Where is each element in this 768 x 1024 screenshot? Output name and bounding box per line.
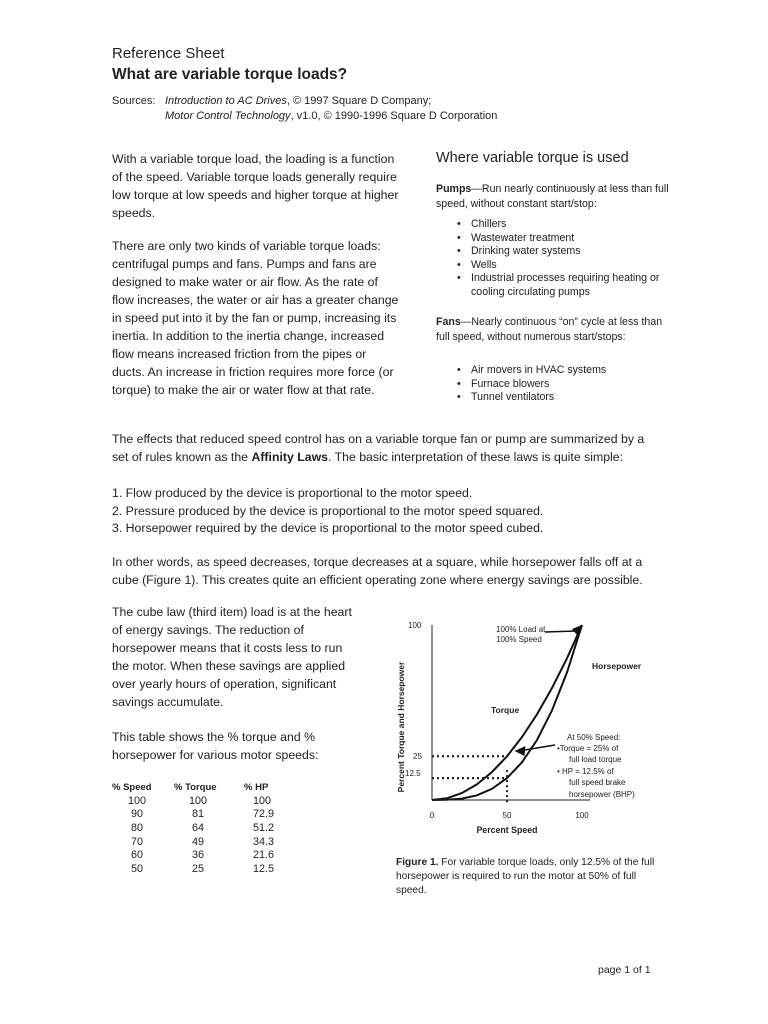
table-cell: 70 — [131, 835, 144, 848]
list-item: • Industrial processes requiring heating or cooling circulating pumps — [457, 272, 687, 299]
list-item: • Tunnel ventilators — [457, 391, 687, 405]
half-speed-arrowhead — [515, 746, 526, 756]
fans-paragraph — [436, 315, 666, 344]
table-cell: 34.3 — [253, 835, 275, 848]
intro-paragraph: With a variable torque load, the loading is a function of the speed. Variable torque loads generally require low torque at low speeds and higher torque at higher speeds. — [112, 152, 399, 220]
affinity-intro: The effects that reduced speed control has on a variable torque fan or pump are summarized by a set of rules known as the — [112, 432, 645, 464]
y-tick-25: 25 — [413, 752, 422, 761]
fans-text: —Nearly continuous “on” cycle at less than full speed, without numerous start/stops: — [436, 316, 663, 343]
fans-label: Fans — [436, 316, 461, 328]
table-cell: 90 — [131, 808, 144, 821]
pumps-text: —Run nearly continuously at less than full speed, without constant start/stop: — [436, 183, 669, 210]
kinds-paragraph: There are only two kinds of variable torque loads: centrifugal pumps and fans. Pumps and fans are designed to make water or air flow. As the rate of flow increases, the water or air has a greater change in speed put into it by the fan or pump, increasing its inertia. In addition to the inertia change, increased flow means increased friction from the pipes or ducts. An increase in friction requires more force (or torque) to make the air or water flow at that rate. — [112, 239, 399, 397]
list-item: • Furnace blowers — [457, 378, 687, 392]
list-item: • Wastewater treatment — [457, 232, 687, 246]
table-cell: 21.6 — [253, 849, 275, 862]
pumps-label: Pumps — [436, 183, 472, 195]
table-cell: 12.5 — [253, 862, 275, 875]
header-hp: % HP — [244, 781, 269, 793]
x-tick-100: 100 — [575, 811, 589, 820]
full-load-annotation-1: 100% Load at — [496, 625, 546, 634]
law-item: 2. Pressure produced by the device is proportional to the motor speed squared. — [112, 503, 544, 518]
fans-list — [457, 364, 687, 405]
affinity-intro-end: . The basic interpretation of these laws is quite simple: — [327, 450, 624, 464]
table-row — [112, 835, 298, 849]
table-cell: 100 — [253, 794, 272, 807]
full-load-arrow — [545, 631, 576, 632]
table-cell: 51.2 — [253, 821, 275, 834]
half-speed-annotation-4: • HP = 12.5% of — [557, 767, 614, 776]
sources — [112, 94, 497, 124]
usage-heading: Where variable torque is used — [436, 150, 629, 166]
header-torque: % Torque — [174, 781, 217, 793]
half-speed-annotation-5: full speed brake — [569, 778, 626, 787]
source-1-title: Introduction to AC Drives — [165, 95, 287, 107]
affinity-paragraph — [112, 430, 662, 466]
table-cell: 36 — [192, 849, 205, 862]
page-number: page 1 of 1 — [598, 964, 651, 976]
page-title: What are variable torque loads? — [112, 66, 348, 83]
figure-caption-text: For variable torque loads, only 12.5% of the full horsepower is required to run the motor at 50% of full speed. — [396, 857, 655, 896]
torque-series-label: Torque — [491, 705, 520, 715]
header-speed: % Speed — [112, 781, 152, 793]
table-header-row — [112, 780, 298, 794]
table-cell: 72.9 — [253, 808, 275, 821]
cube-law-paragraph: The cube law (third item) load is at the heart of energy savings. The reduction of horsepower means that it costs less to run the motor. When these savings are applied over yearly hours of operation, significant savings accumulate. — [112, 605, 352, 709]
table-intro-paragraph: This table shows the % torque and % horsepower for various motor speeds: — [112, 730, 319, 762]
source-2-rest: , v1.0, © 1990-1996 Square D Corporation — [290, 110, 498, 122]
y-tick-100: 100 — [408, 621, 422, 630]
source-1-rest: , © 1997 Square D Company; — [286, 95, 432, 107]
table-cell: 60 — [131, 849, 144, 862]
table-cell: 81 — [192, 808, 205, 821]
horsepower-series-label: Horsepower — [592, 661, 642, 671]
table-cell: 49 — [192, 835, 205, 848]
table-cell: 25 — [192, 862, 205, 875]
half-speed-annotation-1: At 50% Speed: — [567, 733, 621, 742]
speed-table — [112, 780, 298, 876]
list-item: • Drinking water systems — [457, 245, 687, 259]
affinity-laws-list — [112, 485, 543, 538]
reference-sheet-label: Reference Sheet — [112, 45, 225, 62]
list-item: • Wells — [457, 259, 687, 273]
pumps-paragraph — [436, 182, 676, 211]
summary-paragraph: In other words, as speed decreases, torque decreases at a square, while horsepower falls off at a cube (Figure 1). This creates quite an efficient operating zone where energy savings are possible. — [112, 555, 643, 587]
table-row — [112, 794, 298, 808]
law-item: 1. Flow produced by the device is proportional to the motor speed. — [112, 486, 473, 500]
table-cell: 100 — [189, 794, 208, 807]
table-row — [112, 862, 298, 876]
y-axis-label: Percent Torque and Horsepower — [396, 661, 406, 793]
table-cell: 50 — [131, 862, 144, 875]
x-tick-0: 0 — [429, 811, 435, 820]
y-tick-12-5: 12.5 — [405, 769, 421, 778]
table-cell: 80 — [131, 821, 144, 834]
figure-caption — [396, 856, 656, 898]
full-load-annotation-2: 100% Speed — [496, 635, 542, 644]
torque-hp-chart — [380, 605, 670, 845]
list-item: • Chillers — [457, 218, 687, 232]
half-speed-annotation-6: horsepower (BHP) — [569, 790, 635, 799]
figure-caption-label: Figure 1. — [396, 857, 439, 868]
law-item: 3. Horsepower required by the device is proportional to the motor speed cubed. — [112, 521, 544, 535]
source-2-title: Motor Control Technology — [165, 110, 291, 122]
x-tick-50: 50 — [502, 811, 512, 820]
x-axis-label: Percent Speed — [476, 825, 538, 835]
table-row — [112, 848, 298, 862]
affinity-term: Affinity Laws — [251, 450, 328, 464]
table-cell: 64 — [192, 821, 205, 834]
half-speed-annotation-2: •Torque = 25% of — [557, 744, 619, 753]
pumps-list — [457, 218, 687, 299]
sources-label: Sources: — [112, 95, 156, 107]
half-speed-annotation-3: full load torque — [569, 755, 622, 764]
list-item: • Air movers in HVAC systems — [457, 364, 687, 378]
table-cell: 100 — [128, 794, 147, 807]
table-row — [112, 821, 298, 835]
table-row — [112, 808, 298, 822]
